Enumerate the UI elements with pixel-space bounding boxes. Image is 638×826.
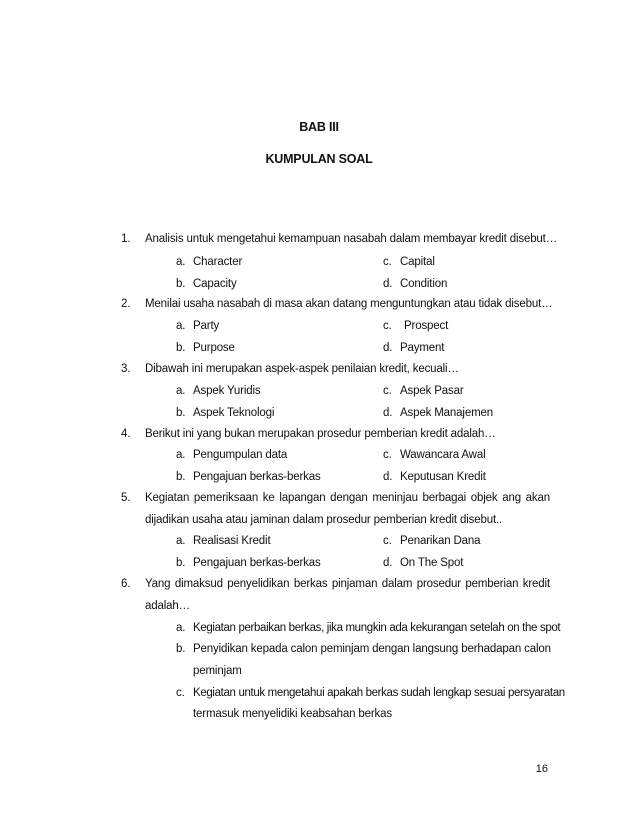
option-letter: c.: [383, 256, 392, 268]
question-number: 2.: [121, 298, 131, 310]
option-letter: c.: [176, 687, 185, 699]
option-letter: d.: [383, 342, 393, 354]
question-number: 4.: [121, 428, 131, 440]
question-text: Berikut ini yang bukan merupakan prosedur pemberian kredit adalah…: [145, 428, 496, 440]
option-letter: b.: [176, 407, 186, 419]
option-text-line-2: peminjam: [193, 665, 242, 677]
question-text-line-2: dijadikan usaha atau jaminan dalam prosedur pemberian kredit disebut..: [145, 514, 503, 526]
option-text: Purpose: [193, 342, 235, 354]
option-text: Pengumpulan data: [193, 449, 288, 461]
question-text: Dibawah ini merupakan aspek-aspek penilaian kredit, kecuali…: [145, 363, 459, 375]
option-text: Penarikan Dana: [400, 535, 481, 547]
option-letter: d.: [383, 471, 393, 483]
option-text: Aspek Teknologi: [193, 407, 275, 419]
option-letter: c.: [383, 385, 392, 397]
option-text: Wawancara Awal: [400, 449, 486, 461]
option-letter: a.: [176, 535, 186, 547]
option-text-line-1: Penyidikan kepada calon peminjam dengan langsung berhadapan calon: [193, 643, 551, 655]
option-text: Kegiatan perbaikan berkas, jika mungkin ada kekurangan setelah on the spot: [193, 622, 561, 634]
question-number: 3.: [121, 363, 131, 375]
option-letter: d.: [383, 407, 393, 419]
option-letter: b.: [176, 557, 186, 569]
option-letter: a.: [176, 320, 186, 332]
option-letter: b.: [176, 278, 186, 290]
option-text-line-2: termasuk menyelidiki keabsahan berkas: [193, 708, 392, 720]
question-number: 5.: [121, 492, 131, 504]
question-text: Menilai usaha nasabah di masa akan datang menguntungkan atau tidak disebut…: [145, 298, 553, 310]
option-text: Payment: [400, 342, 445, 354]
option-text: Pengajuan berkas-berkas: [193, 557, 321, 569]
option-letter: c.: [383, 449, 392, 461]
option-text-line-1: Kegiatan untuk mengetahui apakah berkas sudah lengkap sesuai persyaratan: [193, 687, 565, 699]
question-number: 6.: [121, 578, 131, 590]
question-text-line-1: Kegiatan pemeriksaan ke lapangan dengan meninjau berbagai objek ang akan: [145, 492, 550, 504]
option-letter: b.: [176, 342, 186, 354]
option-letter: b.: [176, 471, 186, 483]
question-number: 1.: [121, 233, 131, 245]
chapter-title: KUMPULAN SOAL: [265, 152, 373, 166]
option-letter: b.: [176, 643, 186, 655]
option-letter: d.: [383, 557, 393, 569]
option-text: Keputusan Kredit: [400, 471, 486, 483]
option-text: Aspek Manajemen: [400, 407, 493, 419]
chapter-heading: BAB III: [299, 120, 339, 134]
option-letter: c.: [383, 320, 392, 332]
option-letter: d.: [383, 278, 393, 290]
option-text: Aspek Pasar: [400, 385, 464, 397]
option-text: Character: [193, 256, 243, 268]
option-text: On The Spot: [400, 557, 464, 569]
option-text: Prospect: [404, 320, 449, 332]
page-number: 16: [535, 763, 548, 775]
question-text-line-2: adalah…: [145, 600, 190, 612]
option-letter: a.: [176, 449, 186, 461]
option-text: Capital: [400, 256, 435, 268]
question-text-line-1: Yang dimaksud penyelidikan berkas pinjaman dalam prosedur pemberian kredit: [145, 578, 550, 590]
option-text: Condition: [400, 278, 448, 290]
option-text: Pengajuan berkas-berkas: [193, 471, 321, 483]
option-text: Capacity: [193, 278, 237, 290]
question-text: Analisis untuk mengetahui kemampuan nasabah dalam membayar kredit disebut…: [145, 233, 558, 245]
option-letter: a.: [176, 385, 186, 397]
option-text: Realisasi Kredit: [193, 535, 271, 547]
option-letter: c.: [383, 535, 392, 547]
option-letter: a.: [176, 622, 186, 634]
option-letter: a.: [176, 256, 186, 268]
option-text: Party: [193, 320, 220, 332]
option-text: Aspek Yuridis: [193, 385, 261, 397]
